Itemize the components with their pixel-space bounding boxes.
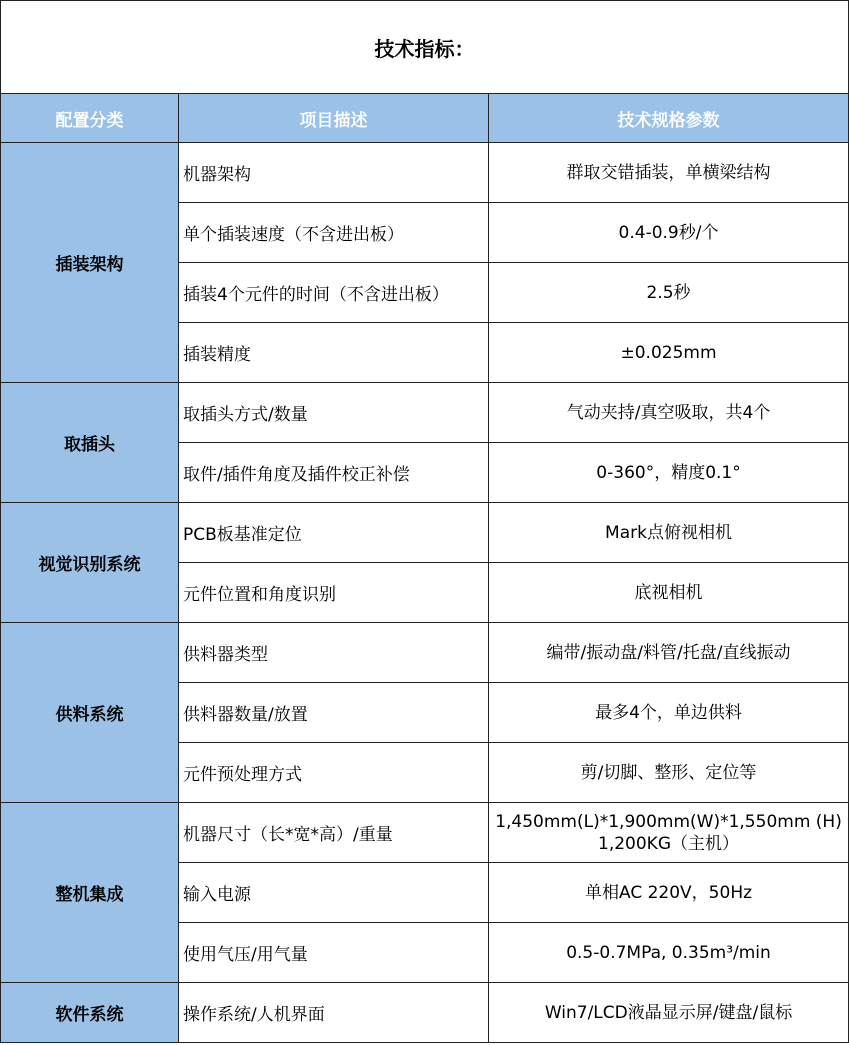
spec-cell: 气动夹持/真空吸取，共4个 xyxy=(489,383,849,443)
description-cell: 取件/插件角度及插件校正补偿 xyxy=(179,443,489,503)
spec-cell: ±0.025mm xyxy=(489,323,849,383)
category-cell: 软件系统 xyxy=(1,983,179,1043)
description-cell: 元件预处理方式 xyxy=(179,743,489,803)
table-row xyxy=(1,143,849,203)
table-row xyxy=(1,983,849,1043)
category-cell: 供料系统 xyxy=(1,623,179,803)
table-row xyxy=(1,623,849,683)
header-description: 项目描述 xyxy=(179,94,489,143)
header-spec: 技术规格参数 xyxy=(489,94,849,143)
description-cell: 操作系统/人机界面 xyxy=(179,983,489,1043)
header-category: 配置分类 xyxy=(1,94,179,143)
spec-cell: 底视相机 xyxy=(489,563,849,623)
description-cell: 插装精度 xyxy=(179,323,489,383)
spec-cell: 0.4-0.9秒/个 xyxy=(489,203,849,263)
table-row xyxy=(1,503,849,563)
spec-cell: 剪/切脚、整形、定位等 xyxy=(489,743,849,803)
description-cell: 供料器类型 xyxy=(179,623,489,683)
table-row xyxy=(1,383,849,443)
description-cell: 元件位置和角度识别 xyxy=(179,563,489,623)
category-cell: 整机集成 xyxy=(1,803,179,983)
table-title: 技术指标： xyxy=(1,1,849,94)
description-cell: 插装4个元件的时间（不含进出板） xyxy=(179,263,489,323)
spec-cell: 0.5-0.7MPa, 0.35m³/min xyxy=(489,923,849,983)
spec-cell: 0-360°，精度0.1° xyxy=(489,443,849,503)
description-cell: 机器架构 xyxy=(179,143,489,203)
spec-line-weight: 1,200KG（主机） xyxy=(598,833,740,854)
spec-cell: 2.5秒 xyxy=(489,263,849,323)
category-cell: 取插头 xyxy=(1,383,179,503)
category-cell: 插装架构 xyxy=(1,143,179,383)
description-cell: 供料器数量/放置 xyxy=(179,683,489,743)
spec-cell: 单相AC 220V，50Hz xyxy=(489,863,849,923)
description-cell: 使用气压/用气量 xyxy=(179,923,489,983)
category-cell: 视觉识别系统 xyxy=(1,503,179,623)
description-cell: PCB板基准定位 xyxy=(179,503,489,563)
table-row xyxy=(1,803,849,863)
description-cell: 单个插装速度（不含进出板） xyxy=(179,203,489,263)
description-cell: 输入电源 xyxy=(179,863,489,923)
spec-cell: 群取交错插装，单横梁结构 xyxy=(489,143,849,203)
description-cell: 机器尺寸（长*宽*高）/重量 xyxy=(179,803,489,863)
description-cell: 取插头方式/数量 xyxy=(179,383,489,443)
spec-cell: Win7/LCD液晶显示屏/键盘/鼠标 xyxy=(489,983,849,1043)
spec-line-dimensions: 1,450mm(L)*1,900mm(W)*1,550mm (H) xyxy=(495,811,842,832)
spec-cell xyxy=(489,803,849,863)
spec-cell: 编带/振动盘/料管/托盘/直线振动 xyxy=(489,623,849,683)
spec-cell: Mark点俯视相机 xyxy=(489,503,849,563)
spec-cell: 最多4个，单边供料 xyxy=(489,683,849,743)
